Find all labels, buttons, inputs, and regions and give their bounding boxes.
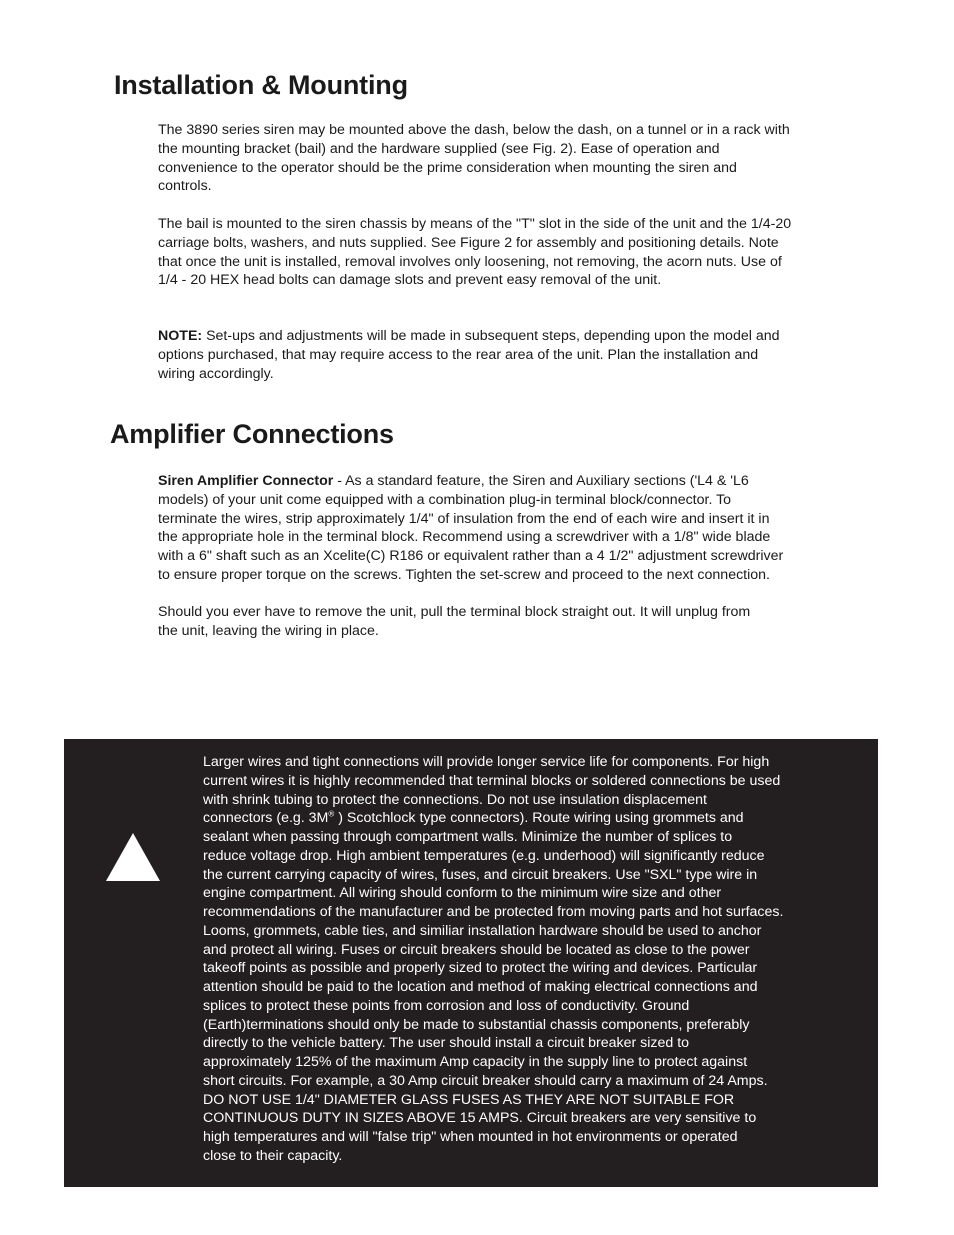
installation-paragraph-2 xyxy=(158,215,848,290)
text-line: (Earth)terminations should only be made to substantial chassis components, preferably xyxy=(203,1016,750,1033)
text-line: Should you ever have to remove the unit, pull the terminal block straight out. It will unplug from xyxy=(158,604,751,620)
text-line: wiring accordingly. xyxy=(158,365,274,382)
amplifier-paragraph-2 xyxy=(158,603,848,641)
text-line: engine compartment. All wiring should conform to the minimum wire size and other xyxy=(203,885,722,902)
text-line: directly to the vehicle battery. The user should install a circuit breaker sized to xyxy=(203,1035,690,1052)
text-line: approximately 125% of the maximum Amp capacity in the supply line to protect against xyxy=(203,1054,748,1070)
text-line: sealant when passing through compartment walls. Minimize the number of splices to xyxy=(203,829,733,845)
amplifier-paragraph-1 xyxy=(158,472,848,585)
text-line: Looms, grommets, cable ties, and similiar installation hardware should be used to anchor xyxy=(203,922,762,939)
text-line xyxy=(158,327,848,346)
note-text: Set-ups and adjustments will be made in subsequent steps, depending upon the model and xyxy=(202,328,780,344)
text-line: models) of your unit come equipped with a combination plug-in terminal block/connector. To xyxy=(158,491,732,508)
text-line: carriage bolts, washers, and nuts supplied. See Figure 2 for assembly and positioning details. Note xyxy=(158,234,779,251)
text-line: current wires it is highly recommended that terminal blocks or soldered connections be used xyxy=(203,772,781,789)
amplifier-heading: Amplifier Connections xyxy=(110,419,394,449)
text-line: Larger wires and tight connections will provide longer service life for components. For high xyxy=(203,754,770,770)
text-line: 1/4 - 20 HEX head bolts can damage slots and prevent easy removal of the unit. xyxy=(158,272,662,289)
text-fragment: connectors (e.g. 3M xyxy=(203,810,329,827)
registered-mark: ® xyxy=(328,809,335,819)
lead-text: - As a standard feature, the Siren and Auxiliary sections ('L4 & 'L6 xyxy=(333,473,749,489)
text-line: DO NOT USE 1/4" DIAMETER GLASS FUSES AS THEY ARE NOT SUITABLE FOR xyxy=(203,1091,735,1108)
text-line: with shrink tubing to protect the connections. Do not use insulation displacement xyxy=(203,791,707,808)
text-line xyxy=(203,809,833,828)
installation-heading: Installation & Mounting xyxy=(114,70,408,100)
text-line: splices to protect these points from corrosion and loss of conductivity. Ground xyxy=(203,997,690,1014)
text-line: the unit, leaving the wiring in place. xyxy=(158,622,379,639)
text-line: and protect all wiring. Fuses or circuit breakers should be located as close to the power xyxy=(203,941,750,958)
text-line: the current carrying capacity of wires, fuses, and circuit breakers. Use "SXL" type wire in xyxy=(203,866,758,883)
text-line xyxy=(158,472,848,491)
text-line: to ensure proper torque on the screws. Tighten the set-screw and proceed to the next connection. xyxy=(158,566,771,583)
text-line: options purchased, that may require access to the rear area of the unit. Plan the installation and xyxy=(158,346,759,363)
text-line: the appropriate hole in the terminal block. Recommend using a screwdriver with a 1/8" wide blade xyxy=(158,529,771,546)
text-line: reduce voltage drop. High ambient temperatures (e.g. underhood) will significantly reduce xyxy=(203,847,765,864)
installation-paragraph-1 xyxy=(158,121,848,196)
text-line: terminate the wires, strip approximately 1/4" of insulation from the end of each wire and insert it in xyxy=(158,510,770,527)
text-line: CONTINUOUS DUTY IN SIZES ABOVE 15 AMPS. Circuit breakers are very sensitive to xyxy=(203,1110,757,1127)
text-fragment: ) Scotchlock type connectors). Route wiring using grommets and xyxy=(334,810,744,827)
warning-box xyxy=(64,739,878,1187)
warning-text xyxy=(203,753,833,1166)
text-line: recommendations of the manufacturer and be protected from moving parts and hot surfaces. xyxy=(203,904,784,920)
lead-label: Siren Amplifier Connector xyxy=(158,473,334,489)
text-line: that once the unit is installed, removal involves only loosening, not removing, the acorn nuts. Use of xyxy=(158,253,782,270)
text-line: close to their capacity. xyxy=(203,1147,343,1164)
text-line: convenience to the operator should be the prime consideration when mounting the siren and xyxy=(158,159,737,176)
text-line: takeoff points as possible and properly sized to protect the wiring and devices. Particular xyxy=(203,960,758,977)
text-line: high temperatures and will "false trip" when mounted in hot environments or operated xyxy=(203,1129,738,1145)
text-line: the mounting bracket (bail) and the hardware supplied (see Fig. 2). Ease of operation and xyxy=(158,140,720,157)
text-line: controls. xyxy=(158,178,212,195)
text-line: attention should be paid to the location and method of making electrical connections and xyxy=(203,979,758,995)
installation-note xyxy=(158,327,848,383)
text-line: The 3890 series siren may be mounted above the dash, below the dash, on a tunnel or in a rack with xyxy=(158,122,790,138)
text-line: short circuits. For example, a 30 Amp circuit breaker should carry a maximum of 24 Amps. xyxy=(203,1072,768,1089)
text-line: with a 6" shaft such as an Xcelite(C) R186 or equivalent rather than a 4 1/2" adjustment screwdriver xyxy=(158,548,784,565)
warning-triangle-icon xyxy=(104,831,162,883)
note-label: NOTE: xyxy=(158,328,203,344)
text-line: The bail is mounted to the siren chassis by means of the "T" slot in the side of the unit and the 1/4-20 xyxy=(158,216,792,232)
